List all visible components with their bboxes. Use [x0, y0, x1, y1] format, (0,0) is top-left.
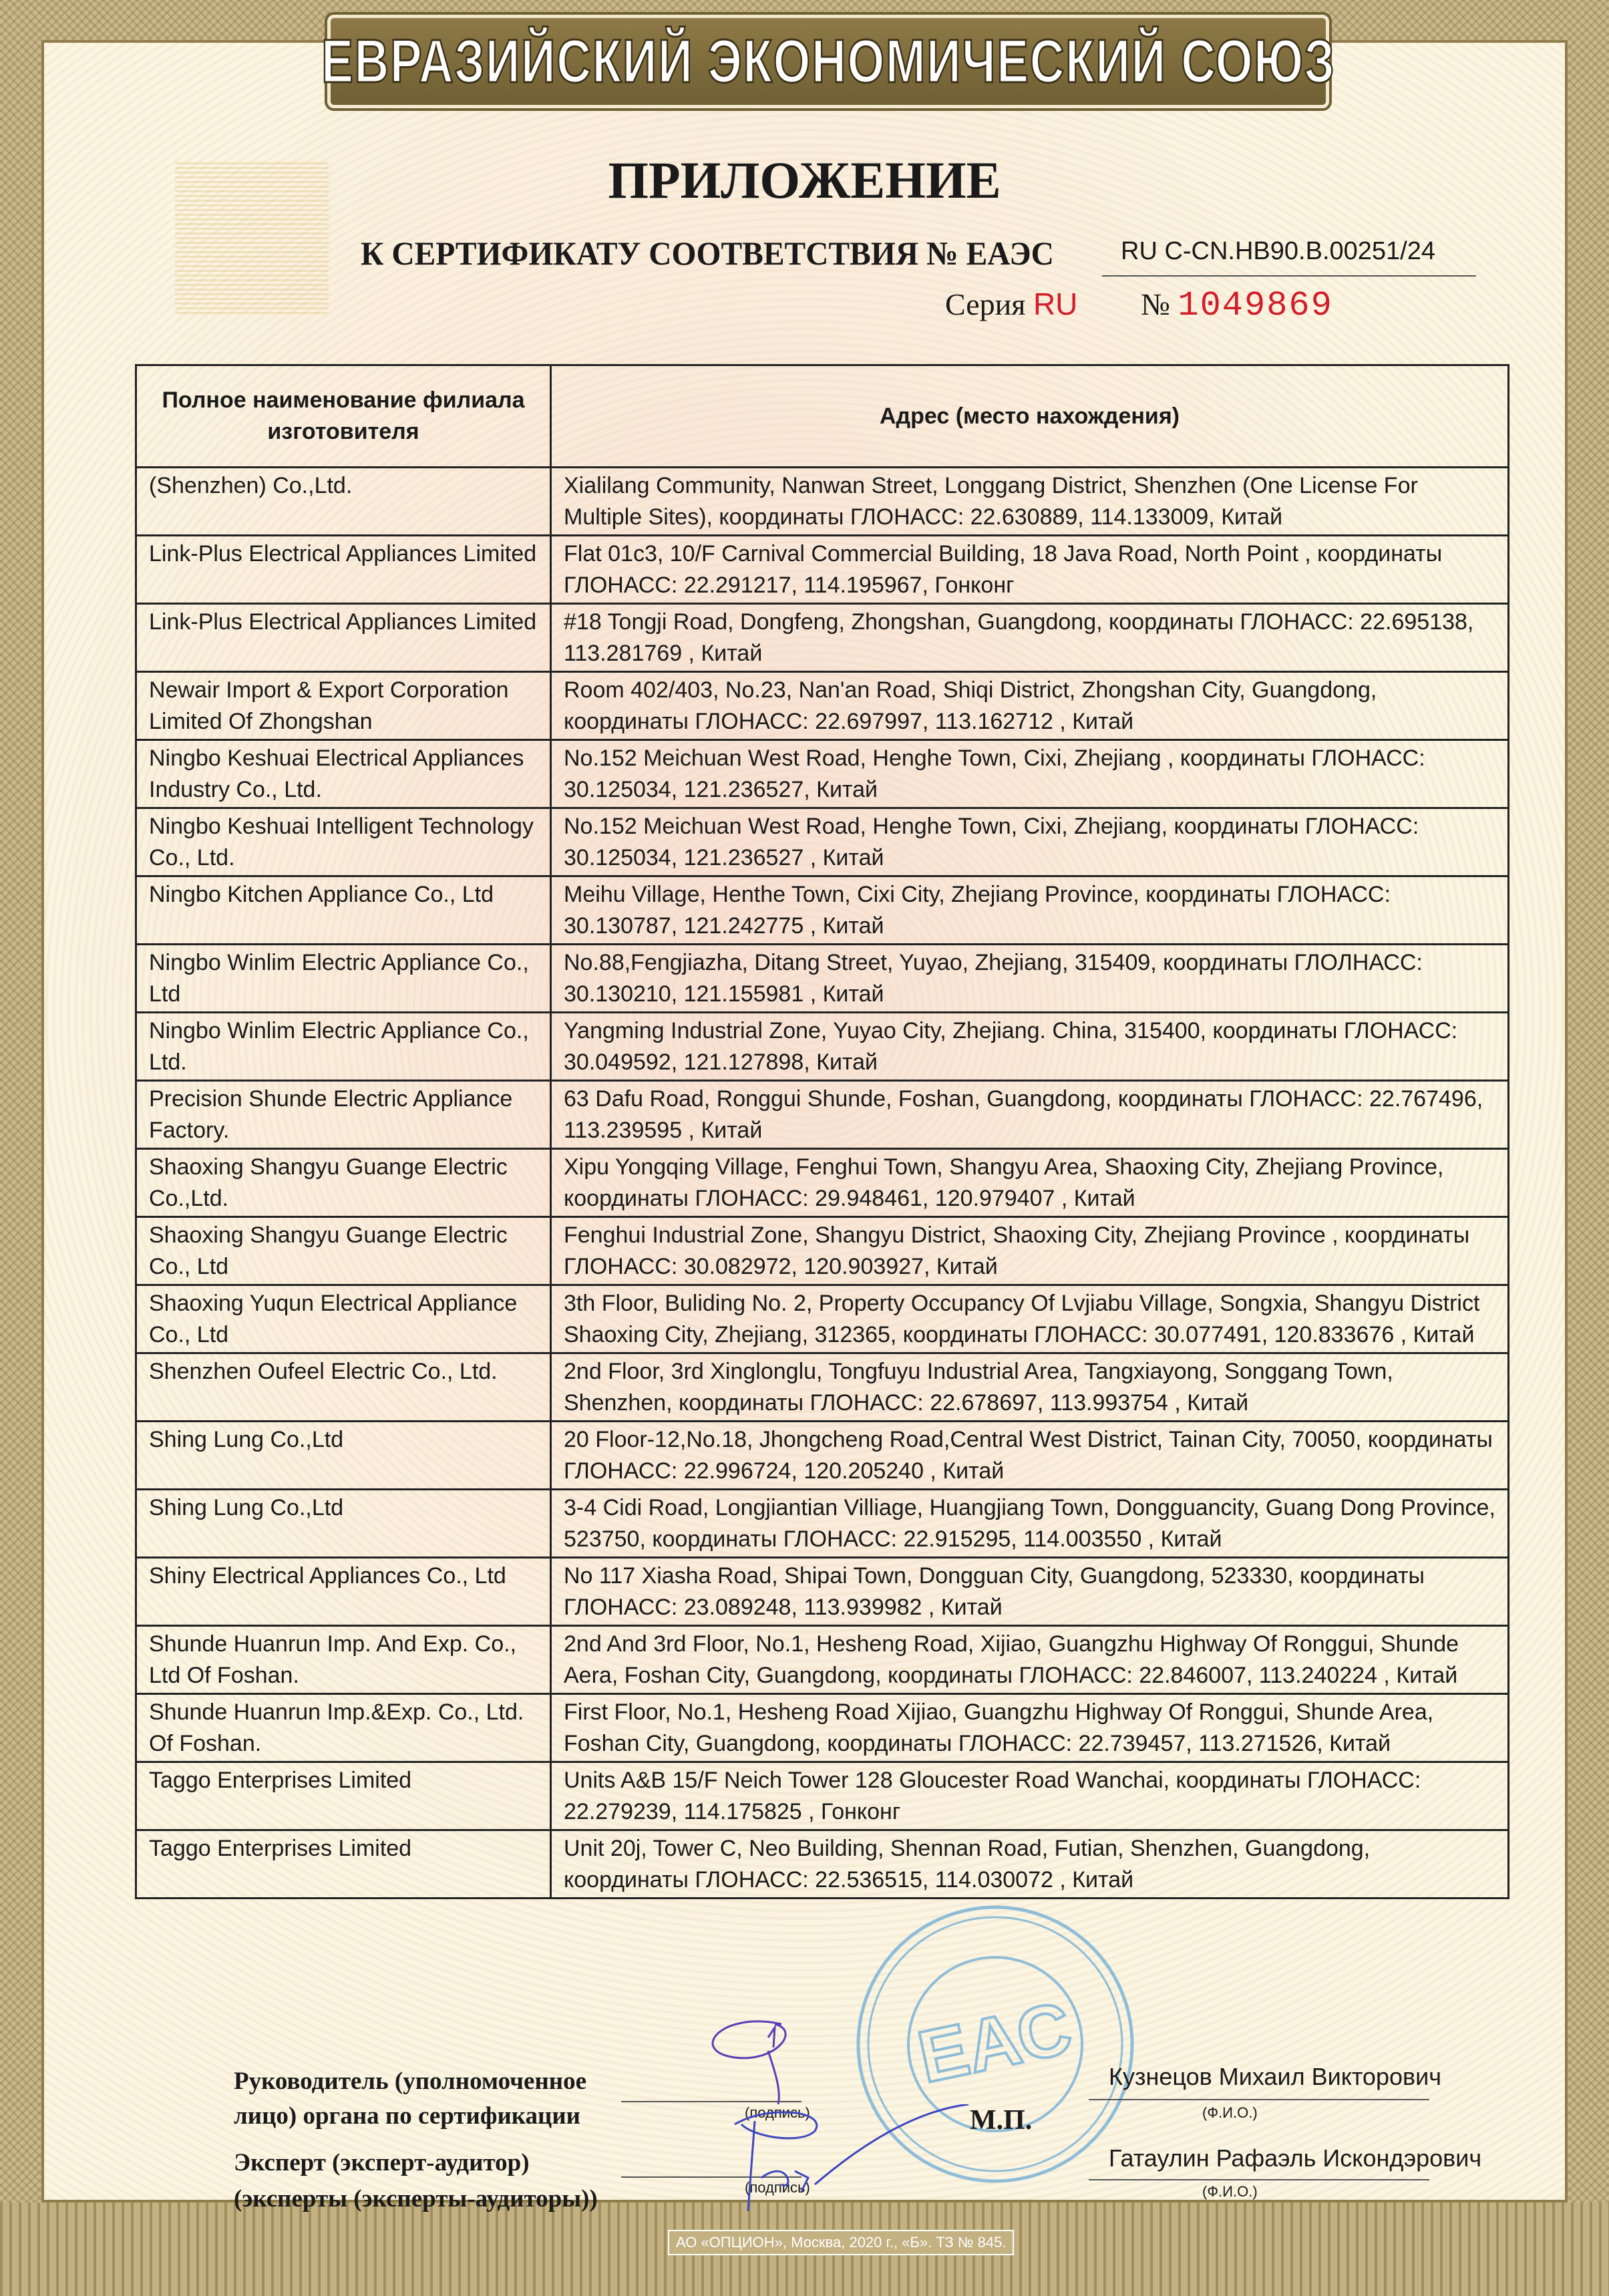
table-header-row: [136, 365, 1509, 468]
table-row: [136, 1149, 1509, 1217]
certificate-number: RU C-CN.HB90.B.00251/24: [1121, 237, 1435, 265]
union-banner: [321, 15, 1336, 108]
number-label: №: [1141, 287, 1170, 321]
table-row: [136, 1081, 1509, 1149]
number-value: 1049869: [1178, 286, 1333, 325]
branch-address: Meihu Village, Henthe Town, Cixi City, Zhejiang Province, координаты ГЛОНАСС: 30.130787, 121.242775 , Китай: [551, 876, 1509, 945]
branch-address: Yangming Industrial Zone, Yuyao City, Zhejiang. China, 315400, координаты ГЛОНАСС: 30.049592, 121.127898, Китай: [551, 1013, 1509, 1081]
branch-address: #18 Tongji Road, Dongfeng, Zhongshan, Guangdong, координаты ГЛОНАСС: 22.695138, 113.281769 , Китай: [551, 604, 1509, 672]
branch-name: Shiny Electrical Appliances Co., Ltd: [136, 1558, 551, 1626]
table-row: [136, 1013, 1509, 1081]
table-row: [136, 1694, 1509, 1762]
table-row: [136, 808, 1509, 876]
head-name: Кузнецов Михаил Викторович: [1109, 2063, 1441, 2090]
head-name-line: [1089, 2099, 1429, 2100]
head-fio-caption: (Ф.И.О.): [1202, 2104, 1258, 2121]
branch-address: No.152 Meichuan West Road, Henghe Town, Cixi, Zhejiang, координаты ГЛОНАСС: 30.125034, 121.236527 , Китай: [551, 808, 1509, 876]
table-row: [136, 1353, 1509, 1422]
table-row: [136, 1558, 1509, 1626]
expert-fio-caption: (Ф.И.О.): [1202, 2183, 1258, 2200]
table-row: [136, 876, 1509, 945]
branch-address: 3th Floor, Buliding No. 2, Property Occupancy Of Lvjiabu Village, Songxia, Shangyu District Shaoxing City, Zhejiang, 312365, координаты ГЛОНАСС: 30.077491, 120.833676 , Китай: [551, 1285, 1509, 1353]
branch-address: No 117 Xiasha Road, Shipai Town, Dongguan City, Guangdong, 523330, координаты ГЛОНАСС: 23.089248, 113.939982 , Китай: [551, 1558, 1509, 1626]
branch-address: Xialilang Community, Nanwan Street, Longgang District, Shenzhen (One License For Multiple Sites), координаты ГЛОНАСС: 22.630889, 114.133009, Китай: [551, 468, 1509, 536]
table-row: [136, 945, 1509, 1013]
branch-name: Ningbo Winlim Electric Appliance Co., Ltd: [136, 945, 551, 1013]
branch-name: Taggo Enterprises Limited: [136, 1830, 551, 1899]
serial-number: [1141, 286, 1333, 325]
branch-address: 3-4 Cidi Road, Longjiantian Villiage, Huangjiang Town, Dongguancity, Guang Dong Province, 523750, координаты ГЛОНАСС: 22.915295, 114.003550 , Китай: [551, 1490, 1509, 1558]
branch-address: 2nd And 3rd Floor, No.1, Hesheng Road, Xijiao, Guangzhu Highway Of Ronggui, Shunde Aera, Foshan City, Guangdong, координаты ГЛОНАСС: 22.846007, 113.240224 , Китай: [551, 1626, 1509, 1694]
branch-address: Room 402/403, No.23, Nan'an Road, Shiqi District, Zhongshan City, Guangdong, координаты ГЛОНАСС: 22.697997, 113.162712 , Китай: [551, 672, 1509, 740]
branch-address: Flat 01c3, 10/F Carnival Commercial Building, 18 Java Road, North Point , координаты ГЛОНАСС: 22.291217, 114.195967, Гонконг: [551, 536, 1509, 604]
table-row: [136, 468, 1509, 536]
table-row: [136, 740, 1509, 808]
table-row: [136, 1626, 1509, 1694]
expert-name-line: [1089, 2179, 1429, 2180]
branch-address: Unit 20j, Tower C, Neo Building, Shennan Road, Futian, Shenzhen, Guangdong, координаты ГЛОНАСС: 22.536515, 114.030072 , Китай: [551, 1830, 1509, 1899]
branch-name: Precision Shunde Electric Appliance Factory.: [136, 1081, 551, 1149]
eac-logo-text: ЕАС: [911, 1986, 1079, 2099]
series: [945, 286, 1077, 322]
branch-name: Taggo Enterprises Limited: [136, 1762, 551, 1830]
expert-signature: [728, 2104, 982, 2218]
expert-name: Гатаулин Рафаэль Искондэрович: [1109, 2144, 1482, 2172]
branch-name: Ningbo Winlim Electric Appliance Co., Ltd.: [136, 1013, 551, 1081]
head-signature-caption: (подпись): [745, 2104, 810, 2121]
expert-label-line1: Эксперт (эксперт-аудитор): [234, 2149, 530, 2176]
branch-address: First Floor, No.1, Hesheng Road Xijiao, Guangzhu Highway Of Ronggui, Shunde Area, Foshan City, Guangdong, координаты ГЛОНАСС: 22.739457, 113.271526, Китай: [551, 1694, 1509, 1762]
branch-name: Ningbo Kitchen Appliance Co., Ltd: [136, 876, 551, 945]
branch-name: Newair Import & Export Corporation Limited Of Zhongshan: [136, 672, 551, 740]
head-label-line2: лицо) органа по сертификации: [234, 2102, 580, 2130]
head-signature: [681, 2011, 868, 2111]
table-row: [136, 1217, 1509, 1285]
branch-address: Fenghui Industrial Zone, Shangyu District, Shaoxing City, Zhejiang Province , координаты ГЛОНАСС: 30.082972, 120.903927, Китай: [551, 1217, 1509, 1285]
table-row: [136, 1762, 1509, 1830]
branch-address: 20 Floor-12,No.18, Jhongcheng Road,Central West District, Tainan City, 70050, координаты ГЛОНАСС: 22.996724, 120.205240 , Китай: [551, 1422, 1509, 1490]
table-row: [136, 672, 1509, 740]
branch-name: Shenzhen Oufeel Electric Co., Ltd.: [136, 1353, 551, 1422]
branch-name: Shing Lung Co.,Ltd: [136, 1422, 551, 1490]
table-row: [136, 604, 1509, 672]
table-row: [136, 1830, 1509, 1899]
table-row: [136, 1490, 1509, 1558]
branch-name: (Shenzhen) Co.,Ltd.: [136, 468, 551, 536]
table-row: [136, 536, 1509, 604]
branch-name: Shunde Huanrun Imp.&Exp. Co., Ltd. Of Foshan.: [136, 1694, 551, 1762]
branch-name: Shaoxing Shangyu Guange Electric Co.,Ltd.: [136, 1149, 551, 1217]
head-label-line1: Руководитель (уполномоченное: [234, 2068, 587, 2095]
branch-address: No.88,Fengjiazha, Ditang Street, Yuyao, Zhejiang, 315409, координаты ГЛОЛНАСС: 30.130210, 121.155981 , Китай: [551, 945, 1509, 1013]
branch-address: Units A&B 15/F Neich Tower 128 Gloucester Road Wanchai, координаты ГЛОНАСС: 22.279239, 114.175825 , Гонконг: [551, 1762, 1509, 1830]
series-label: Серия: [945, 287, 1026, 321]
certificate-number-underline: [1102, 275, 1476, 277]
branch-address: 2nd Floor, 3rd Xinglonglu, Tongfuyu Industrial Area, Tangxiayong, Songgang Town, Shenzhen, координаты ГЛОНАСС: 22.678697, 113.993754 , Китай: [551, 1353, 1509, 1422]
branch-name: Shaoxing Yuqun Electrical Appliance Co., Ltd: [136, 1285, 551, 1353]
branches-table: [135, 364, 1509, 1899]
series-value: RU: [1033, 287, 1078, 321]
union-title: ЕВРАЗИЙСКИЙ ЭКОНОМИЧЕСКИЙ СОЮЗ: [321, 27, 1336, 96]
branch-name: Ningbo Keshuai Intelligent Technology Co., Ltd.: [136, 808, 551, 876]
branch-name: Link-Plus Electrical Appliances Limited: [136, 604, 551, 672]
branch-address: Xipu Yongqing Village, Fenghui Town, Shangyu Area, Shaoxing City, Zhejiang Province, координаты ГЛОНАСС: 29.948461, 120.979407 , Китай: [551, 1149, 1509, 1217]
expert-signature-caption: (подпись): [745, 2179, 810, 2196]
column-header-address: Адрес (место нахождения): [551, 365, 1509, 468]
branch-address: No.152 Meichuan West Road, Henghe Town, Cixi, Zhejiang , координаты ГЛОНАСС: 30.125034, 121.236527, Китай: [551, 740, 1509, 808]
seal-mark: М.П.: [970, 2105, 1033, 2136]
branch-name: Link-Plus Electrical Appliances Limited: [136, 536, 551, 604]
printer-imprint: АО «ОПЦИОН», Москва, 2020 г., «Б». ТЗ № 845.: [668, 2230, 1014, 2255]
column-header-name: Полное наименование филиала изготовителя: [136, 365, 551, 468]
page-title: ПРИЛОЖЕНИЕ: [608, 151, 1001, 209]
table-row: [136, 1285, 1509, 1353]
branch-address: 63 Dafu Road, Ronggui Shunde, Foshan, Guangdong, координаты ГЛОНАСС: 22.767496, 113.239595 , Китай: [551, 1081, 1509, 1149]
expert-label-line2: (эксперты (эксперты-аудиторы)): [234, 2185, 598, 2212]
branch-name: Shunde Huanrun Imp. And Exp. Co., Ltd Of Foshan.: [136, 1626, 551, 1694]
certificate-subtitle: К СЕРТИФИКАТУ СООТВЕТСТВИЯ № ЕАЭС: [361, 234, 1054, 272]
branch-name: Shing Lung Co.,Ltd: [136, 1490, 551, 1558]
branch-name: Shaoxing Shangyu Guange Electric Co., Ltd: [136, 1217, 551, 1285]
table-row: [136, 1422, 1509, 1490]
branch-name: Ningbo Keshuai Electrical Appliances Industry Co., Ltd.: [136, 740, 551, 808]
